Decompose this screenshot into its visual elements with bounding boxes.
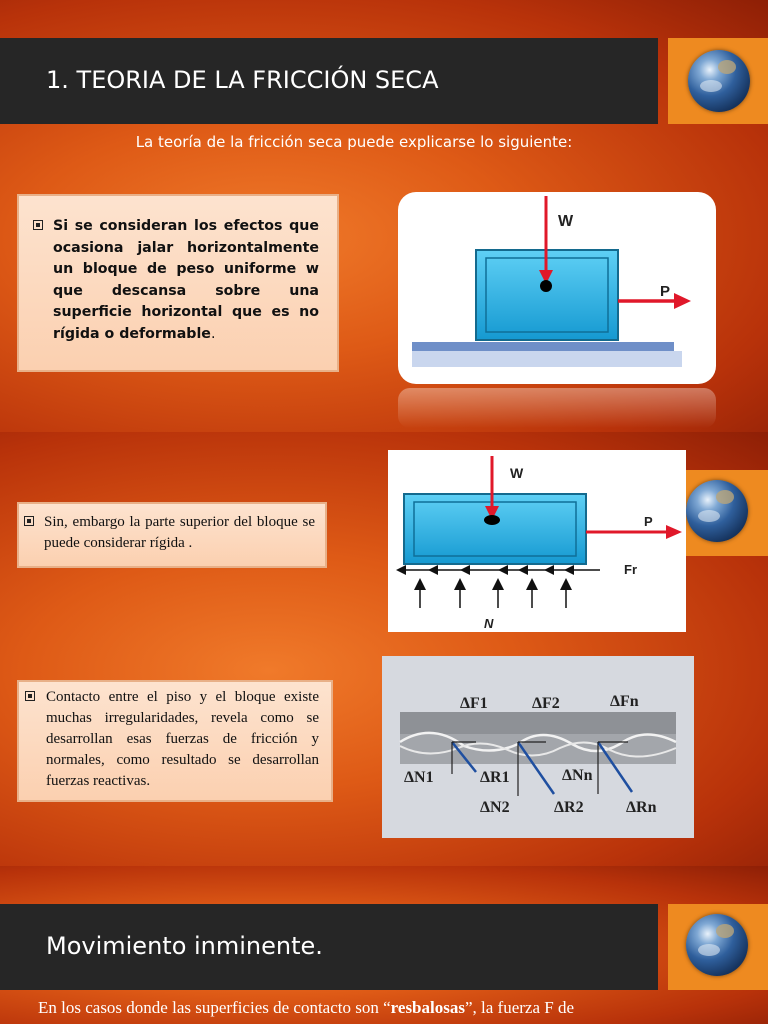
textbox-text-end: . bbox=[210, 325, 216, 342]
title-bar bbox=[0, 38, 658, 124]
label-delta-n2: ΔN2 bbox=[480, 799, 510, 816]
textbox-irregularities bbox=[17, 680, 333, 802]
lower-body bbox=[400, 734, 676, 764]
label-p: P bbox=[644, 514, 653, 529]
label-delta-r2: ΔR2 bbox=[554, 799, 584, 816]
globe-icon bbox=[686, 914, 748, 976]
block-forces-figure bbox=[388, 450, 686, 632]
globe-icon bbox=[686, 480, 748, 542]
center-of-mass bbox=[540, 280, 552, 292]
textbox-text: Contacto entre el piso y el bloque existe muchas irregularidades, revela como se desarrollan esas fuerzas de fricción y normales, como resultado se desarrollan fuerzas reactivas. bbox=[46, 689, 319, 789]
label-n: N bbox=[484, 616, 494, 631]
slide-title: Movimiento inminente. bbox=[46, 932, 323, 960]
figure-reflection bbox=[398, 388, 716, 428]
body-text-start: En los casos donde las superficies de contacto son “ bbox=[38, 998, 391, 1017]
ground-shadow bbox=[412, 351, 682, 367]
title-bar bbox=[0, 904, 658, 990]
slide-subtitle: La teoría de la fricción seca puede explicarse lo siguiente: bbox=[135, 133, 573, 151]
globe-panel bbox=[668, 904, 768, 990]
textbox-text: Si se consideran los efectos que ocasiona jalar horizontalmente un bloque de peso uniforme w que descansa sobre una superficie horizontal que es no rígida o deformable bbox=[53, 218, 319, 342]
textbox-text: Sin, embargo la parte superior del bloque se puede considerar rígida . bbox=[44, 514, 315, 551]
slide-3-body bbox=[38, 998, 738, 1018]
checkbox-bullet-icon bbox=[25, 687, 35, 708]
block bbox=[404, 494, 586, 564]
textbox-rigid-deformable bbox=[17, 194, 339, 372]
label-delta-f1: ΔF1 bbox=[460, 695, 488, 712]
globe-icon bbox=[688, 50, 750, 112]
label-delta-r1: ΔR1 bbox=[480, 769, 510, 786]
label-delta-n1: ΔN1 bbox=[404, 769, 434, 786]
label-w: W bbox=[510, 465, 524, 481]
globe-panel bbox=[668, 38, 768, 124]
ground-surface bbox=[412, 342, 674, 351]
block-pull-figure bbox=[398, 192, 716, 432]
body-text-bold: resbalosas bbox=[390, 998, 465, 1017]
upper-body bbox=[400, 712, 676, 734]
slide-title: 1. TEORIA DE LA FRICCIÓN SECA bbox=[46, 66, 439, 94]
body-text-end: ”, la fuerza F de bbox=[464, 998, 574, 1017]
label-p: P bbox=[660, 283, 671, 300]
checkbox-bullet-icon bbox=[24, 512, 34, 533]
label-w: W bbox=[558, 213, 574, 230]
label-fr: Fr bbox=[624, 562, 637, 577]
irregularities-figure bbox=[382, 656, 694, 838]
center-of-mass bbox=[484, 515, 500, 525]
label-delta-nn: ΔNn bbox=[562, 767, 593, 784]
textbox-rigid-top bbox=[17, 502, 327, 568]
label-delta-rn: ΔRn bbox=[626, 799, 657, 816]
label-delta-fn: ΔFn bbox=[610, 693, 639, 710]
label-delta-f2: ΔF2 bbox=[532, 695, 560, 712]
checkbox-bullet-icon bbox=[33, 216, 43, 238]
